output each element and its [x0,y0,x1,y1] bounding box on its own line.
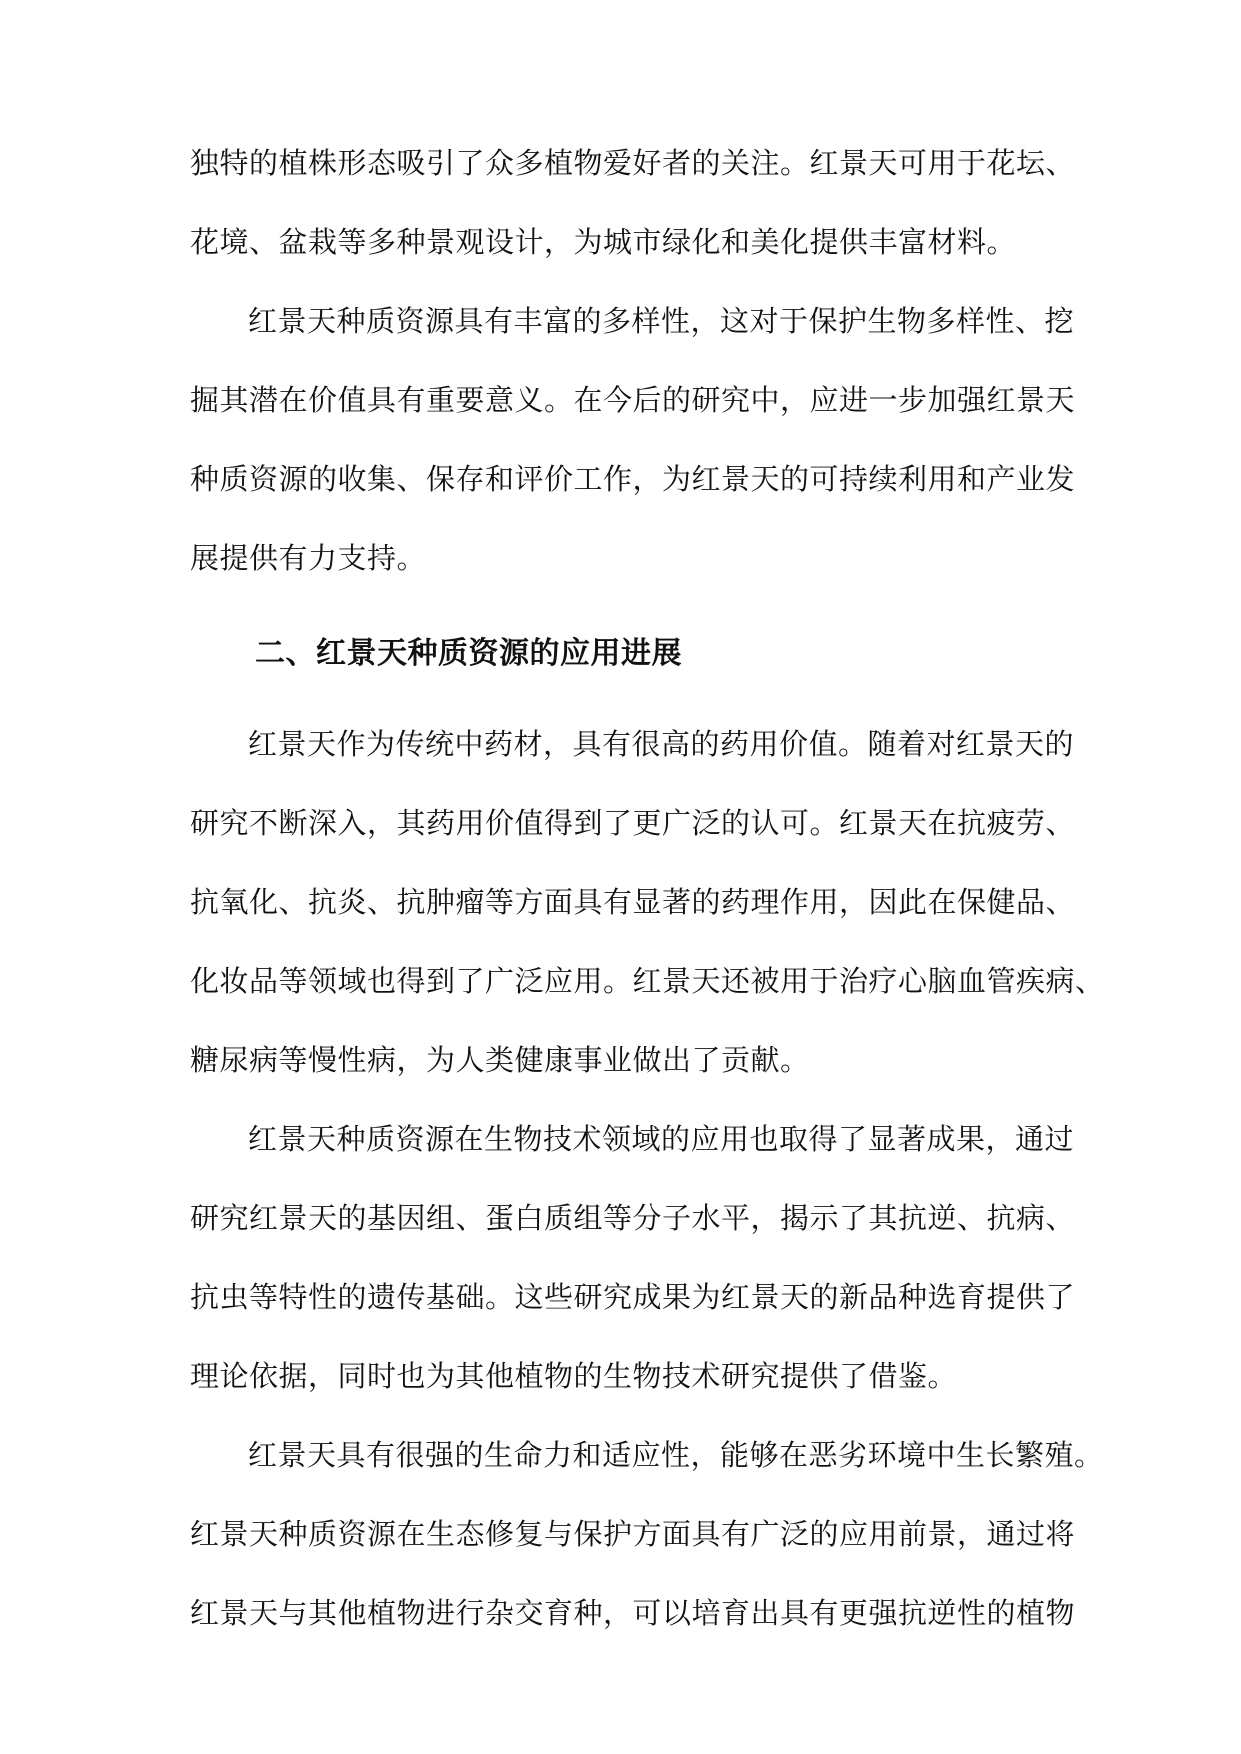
section-heading: 二、红景天种质资源的应用进展 [255,636,682,671]
paragraph-4-line-3: 抗虫等特性的遗传基础。这些研究成果为红景天的新品种选育提供了 [190,1280,1076,1314]
paragraph-2-line-2: 掘其潜在价值具有重要意义。在今后的研究中，应进一步加强红景天 [190,383,1076,417]
paragraph-4-line-2: 研究红景天的基因组、蛋白质组等分子水平，揭示了其抗逆、抗病、 [190,1201,1076,1235]
paragraph-5-line-3: 红景天与其他植物进行杂交育种，可以培育出具有更强抗逆性的植物 [190,1596,1076,1630]
paragraph-1-line-2: 花境、盆栽等多种景观设计，为城市绿化和美化提供丰富材料。 [190,225,1017,259]
paragraph-5-line-1: 红景天具有很强的生命力和适应性，能够在恶劣环境中生长繁殖。 [248,1438,1104,1472]
paragraph-3-line-4: 化妆品等领域也得到了广泛应用。红景天还被用于治疗心脑血管疾病、 [190,964,1105,998]
paragraph-5-line-2: 红景天种质资源在生态修复与保护方面具有广泛的应用前景，通过将 [190,1517,1076,1551]
paragraph-2-line-4: 展提供有力支持。 [190,541,427,575]
paragraph-4-line-4: 理论依据，同时也为其他植物的生物技术研究提供了借鉴。 [190,1359,958,1393]
paragraph-4-line-1: 红景天种质资源在生物技术领域的应用也取得了显著成果，通过 [248,1122,1075,1156]
paragraph-3-line-2: 研究不断深入，其药用价值得到了更广泛的认可。红景天在抗疲劳、 [190,806,1076,840]
paragraph-2-line-3: 种质资源的收集、保存和评价工作，为红景天的可持续利用和产业发 [190,462,1076,496]
paragraph-2-line-1: 红景天种质资源具有丰富的多样性，这对于保护生物多样性、挖 [248,304,1075,338]
paragraph-1-line-1: 独特的植株形态吸引了众多植物爱好者的关注。红景天可用于花坛、 [190,146,1076,180]
paragraph-3-line-3: 抗氧化、抗炎、抗肿瘤等方面具有显著的药理作用，因此在保健品、 [190,885,1076,919]
paragraph-3-line-1: 红景天作为传统中药材，具有很高的药用价值。随着对红景天的 [248,727,1075,761]
paragraph-3-line-5: 糖尿病等慢性病，为人类健康事业做出了贡献。 [190,1043,810,1077]
